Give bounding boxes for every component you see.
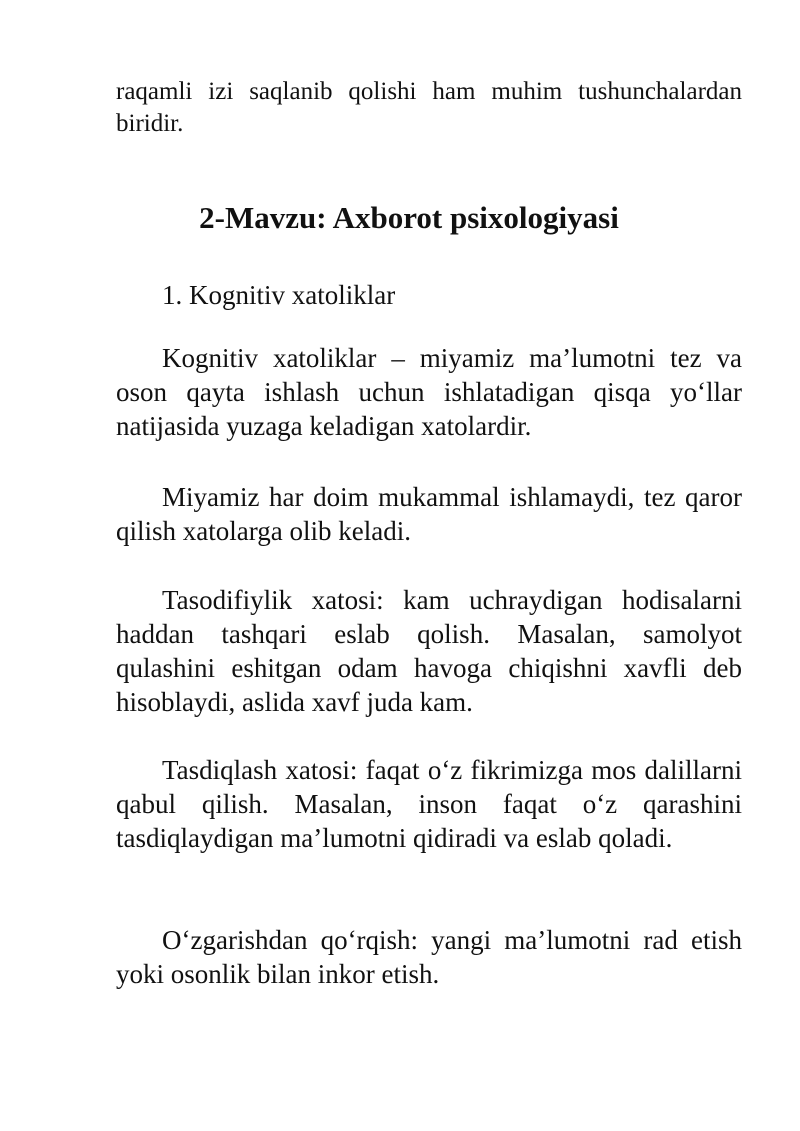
paragraph-confirmation-bias: Tasdiqlash xatosi: faqat o‘z fikrimizga mos dalillarni qabul qilish. Masalan, inson faqat o‘z qarashini tasdiqlaydigan ma’lumotni qidiradi va eslab qoladi. [116, 755, 742, 853]
paragraph-randomness-bias: Tasodifiylik xatosi: kam uchraydigan hodisalarni haddan tashqari eslab qolish. Masalan, samolyot qulashini eshitgan odam havoga chiqishni xavfli deb hisoblaydi, aslida xavf juda kam. [116, 585, 742, 717]
topic-heading: 2-Mavzu: Axborot psixologiyasi [199, 200, 619, 235]
paragraph-brain-imperfect: Miyamiz har doim mukammal ishlamaydi, tez qaror qilish xatolarga olib keladi. [116, 482, 742, 546]
continuation-paragraph: raqamli izi saqlanib qolishi ham muhim tushunchalardan biridir. [116, 78, 742, 137]
paragraph-definition: Kognitiv xatoliklar – miyamiz ma’lumotni tez va oson qayta ishlash uchun ishlatadigan qisqa yo‘llar natijasida yuzaga keladigan xatolardir. [116, 343, 742, 441]
paragraph-fear-of-change: O‘zgarishdan qo‘rqish: yangi ma’lumotni rad etish yoki osonlik bilan inkor etish. [116, 925, 742, 989]
section-subheading: 1. Kognitiv xatoliklar [162, 280, 396, 310]
